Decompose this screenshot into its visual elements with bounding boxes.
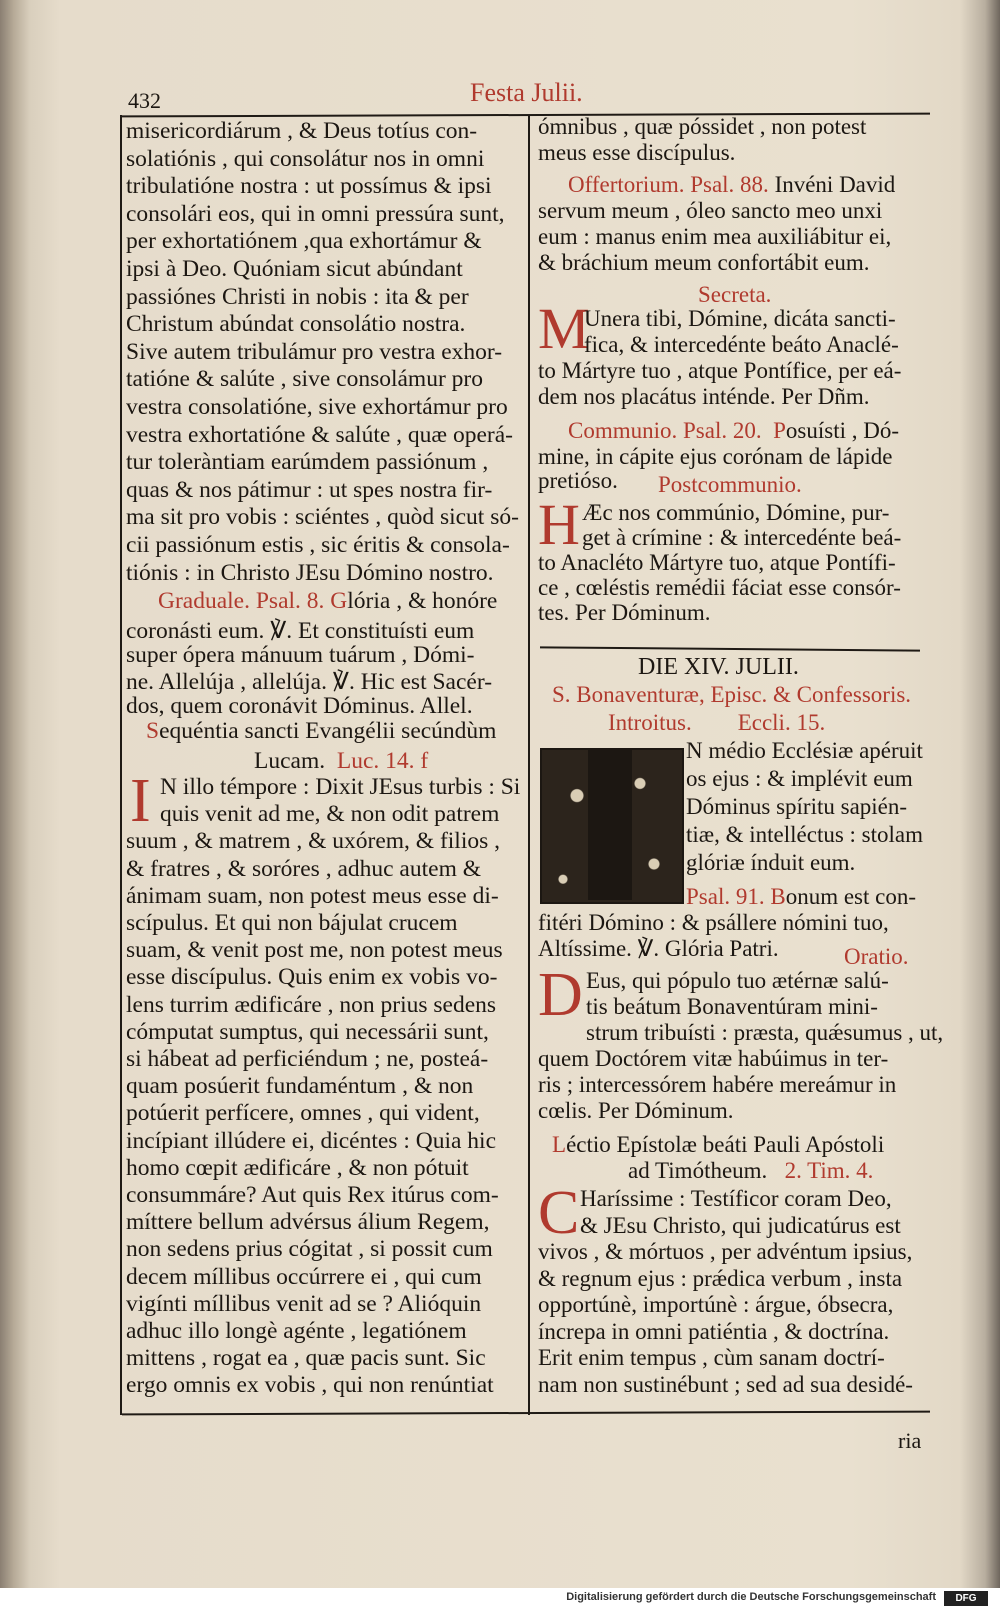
text-line: tribulatióne nostra : ut possímus & ipsi — [126, 173, 492, 200]
feast-date: DIE XIV. JULII. — [638, 654, 799, 680]
text-line: ne. Allelúja , allelúja. ℣. Hic est Sacér- — [126, 669, 493, 695]
postcommunio-heading: Postcommunio. — [658, 472, 802, 497]
secreta-dropcap: M — [538, 296, 590, 361]
text-line: servum meum , óleo sancto meo unxi — [538, 198, 883, 223]
introitus-line — [608, 710, 825, 736]
text-line: tes. Per Dóminum. — [538, 600, 711, 625]
ornamental-initial-letter — [588, 748, 632, 900]
sequentia-line-1 — [146, 718, 496, 745]
text-line: cii passiónum estis , sic éritis & consola- — [126, 532, 510, 558]
text-line: Unera tibi, Dómine, dicáta sancti- — [584, 306, 896, 331]
text-line: ma sit pro vobis : sciéntes , quòd sicut só- — [126, 504, 519, 531]
lectio-line-1 — [552, 1132, 884, 1158]
text-line: vigínti míllibus venit ad se ? Alióquin — [126, 1290, 482, 1317]
psalm-heading: Psal. 91. B — [686, 884, 786, 909]
text-line: quam posúerit fundaméntum , & non — [126, 1073, 474, 1100]
text-line: ipsi à Deo. Quóniam sicut abúndant — [126, 256, 463, 282]
text-line: & bráchium meum confortábit eum. — [538, 250, 870, 275]
text-line: cœlis. Per Dóminum. — [538, 1098, 734, 1123]
text-line: Erit enim tempus , cùm sanam doctrí- — [538, 1345, 885, 1370]
text-line: tur toleràntiam earúmdem passiónum , — [126, 449, 489, 476]
text-line: Sive autem tribulámur pro vestra exhor- — [126, 338, 503, 365]
text-line: dos, quem coronávit Dóminus. Allel. — [126, 692, 473, 719]
text-line: vestra exhortatióne & salúte , quæ operá- — [126, 421, 513, 448]
text-line: N médio Ecclésiæ apéruit — [686, 738, 923, 763]
text-line: scípulus. Et qui non bájulat crucem — [126, 910, 458, 936]
text-line: Haríssime : Testíficor coram Deo, — [580, 1186, 892, 1211]
text-line: os ejus : & implévit eum — [686, 766, 913, 791]
graduale-text: lória , & honóre — [347, 588, 498, 614]
lectio-initial: L — [552, 1132, 567, 1157]
text-line: to Anacléto Mártyre tuo, atque Pontífi- — [538, 550, 896, 575]
text-line: dem nos placátus inténde. Per Dñm. — [538, 384, 870, 409]
text-line: cómputat sumptus, qui necessárii sunt, — [126, 1018, 489, 1045]
text-line: nam non sustinébunt ; sed ad sua desidé- — [538, 1371, 913, 1397]
text-line: mine, in cápite ejus corónam de lápide — [538, 444, 893, 469]
gospel-reference: Luc. 14. f — [336, 748, 429, 774]
communio-text: osuísti , Dó- — [785, 418, 899, 443]
text-line: Christum abúndat consolátio nostra. — [126, 311, 466, 338]
text-line: opportúnè, importúnè : árgue, óbsecra, — [538, 1292, 894, 1317]
text-line: misericordiárum , & Deus totíus con- — [126, 118, 478, 144]
text-line: suum , & matrem , & uxórem, & filios , — [126, 828, 501, 855]
gospel-dropcap: I — [130, 767, 151, 835]
text-line: glóriæ índuit eum. — [686, 850, 856, 875]
text-line: Altíssime. ℣. Glória Patri. — [538, 936, 779, 961]
communio-heading: Communio. Psal. 20. — [568, 418, 762, 443]
text-line: vestra consolatióne, sive exhortámur pro — [126, 394, 508, 420]
lectio-line-2 — [628, 1158, 873, 1184]
text-line: íncrepa in omni patiéntia , & doctrína. — [538, 1318, 890, 1344]
text-line: pretióso. — [538, 468, 618, 493]
sequentia-line-2 — [254, 748, 428, 775]
sequentia-text: equéntia sancti Evangélii secúndùm — [159, 718, 497, 744]
text-line: ce , cœléstis remédii fáciat esse consór- — [538, 575, 901, 600]
text-line: tatióne & salúte , sive consolámur pro — [126, 366, 483, 393]
left-rule — [120, 115, 122, 1415]
text-line: lens turrim ædificáre , non prius sedens — [126, 991, 497, 1018]
feast-title: S. Bonaventuræ, Episc. & Confessoris. — [552, 682, 912, 707]
text-line: N illo témpore : Dixit JEsus turbis : Si — [160, 774, 521, 800]
psalm-text: onum est con- — [785, 884, 916, 909]
text-line: get à crímine : & intercedénte beá- — [582, 525, 902, 550]
offertorium-heading: Offertorium. Psal. 88. — [568, 172, 769, 197]
text-line: tis beátum Bonaventúram mini- — [586, 994, 878, 1019]
sequentia-lucam: Lucam. — [254, 748, 326, 774]
bottom-rule — [122, 1411, 930, 1416]
text-line: coronásti eum. ℣. Et constituísti eum — [126, 618, 475, 644]
text-line: si hábeat ad perficiéndum ; ne, posteá- — [126, 1046, 489, 1072]
graduale-line — [158, 588, 497, 615]
lectio-text: éctio Epístolæ beáti Pauli Apóstoli — [566, 1132, 885, 1157]
introitus-heading: Introitus. — [608, 710, 692, 735]
text-line: Dóminus spíritu sapién- — [686, 794, 908, 819]
text-line: quem Doctórem vitæ habúimus in ter- — [538, 1046, 889, 1071]
text-line: mittens , rogat ea , quæ pacis sunt. Sic — [126, 1345, 486, 1372]
offertorium-text: Invéni David — [768, 172, 896, 197]
oratio-dropcap: D — [538, 961, 583, 1029]
text-line: passiónes Christi in nobis : ita & per — [126, 283, 469, 310]
running-head: Festa Julii. — [470, 78, 583, 107]
text-line: per exhortatiónem ,qua exhortámur & — [126, 228, 482, 255]
text-line: non sedens prius cógitat , si possit cum — [126, 1236, 493, 1263]
sequentia-initial: S — [146, 718, 160, 744]
text-line: homo cœpit ædificáre , & non pótuit — [126, 1154, 469, 1181]
text-line: adhuc illo longè agénte , legatiónem — [126, 1318, 467, 1344]
text-line: consummáre? Aut quis Rex itúrus com- — [126, 1182, 499, 1208]
offertorium-line — [568, 172, 895, 198]
text-line: ómnibus , quæ póssidet , non potest — [538, 114, 867, 139]
communio-initial: P — [773, 418, 786, 443]
text-line: ergo omnis ex vobis , qui non renúntiat — [126, 1372, 494, 1399]
text-line: ánimam suam, non potest meus esse di- — [126, 882, 499, 909]
text-line: & regnum ejus : prǽdica verbum , insta — [538, 1265, 903, 1291]
text-line: quas & nos pátimur : ut spes nostra fir- — [126, 476, 493, 503]
text-line: tiónis : in Christo JEsu Dómino nostro. — [126, 559, 494, 586]
text-line: esse discípulus. Quis enim ex vobis vo- — [126, 964, 498, 991]
page-number: 432 — [128, 88, 161, 113]
text-line: to Mártyre tuo , atque Pontífice, per eá- — [538, 358, 902, 383]
footer-credit: Digitalisierung gefördert durch die Deutsche Forschungsgemeinschaft — [566, 1591, 936, 1603]
text-line: míttere bellum advérsus álium Regem, — [126, 1209, 490, 1236]
psalm-line — [686, 884, 916, 910]
text-line: solatiónis , qui consolátur nos in omni — [126, 145, 485, 172]
text-line: vivos , & mórtuos , per advéntum ipsius, — [538, 1239, 913, 1264]
text-line: suam, & venit post me, non potest meus — [126, 937, 503, 964]
graduale-heading: Graduale. Psal. 8. G — [158, 588, 348, 614]
text-line: meus esse discípulus. — [538, 140, 736, 165]
text-line: super ópera mánuum tuárum , Dómi- — [126, 641, 475, 668]
left-column — [126, 118, 526, 1408]
secreta-heading: Secreta. — [698, 282, 772, 307]
text-line: tiæ, & intelléctus : stolam — [686, 822, 924, 847]
text-line: & fratres , & soróres , adhuc autem & — [126, 855, 482, 882]
text-line: Æc nos commúnio, Dómine, pur- — [582, 500, 890, 525]
text-line: consolári eos, qui in omni pressúra sunt, — [126, 200, 505, 227]
text-line: Eus, qui pópulo tuo ætérnæ salú- — [586, 968, 889, 993]
text-line: eum : manus enim mea auxiliábitur ei, — [538, 224, 892, 249]
introitus-reference: Eccli. 15. — [737, 710, 826, 735]
text-line: decem míllibus occúrrere ei , qui cum — [126, 1263, 482, 1290]
center-rule — [528, 115, 530, 1415]
catchword: ria — [898, 1428, 922, 1453]
communio-line — [568, 418, 899, 444]
text-line: fitéri Dómino : & psállere nómini tuo, — [538, 910, 889, 935]
text-line: strum tribuísti : præsta, quǽsumus , ut, — [586, 1020, 944, 1045]
text-line: quis venit ad me, & non odit patrem — [160, 801, 500, 828]
oratio-heading: Oratio. — [844, 944, 909, 969]
dfg-logo: DFG — [944, 1591, 988, 1606]
postcommunio-dropcap: H — [538, 492, 580, 557]
epistle-dropcap: C — [538, 1179, 580, 1247]
text-line: & JEsu Christo, qui judicatúrus est — [580, 1212, 901, 1238]
text-line: potúerit perfícere, omnes , qui vident, — [126, 1100, 480, 1127]
text-line: ris ; intercessórem habére mereámur in — [538, 1072, 897, 1097]
text-line: incípiant illúdere ei, dicéntes : Quia hic — [126, 1127, 496, 1154]
lectio-ad-timotheum: ad Timótheum. — [628, 1158, 768, 1183]
text-line: fica, & intercedénte beáto Anaclé- — [584, 332, 899, 357]
footer-bar — [0, 1588, 1000, 1610]
lectio-reference: 2. Tim. 4. — [784, 1158, 874, 1183]
